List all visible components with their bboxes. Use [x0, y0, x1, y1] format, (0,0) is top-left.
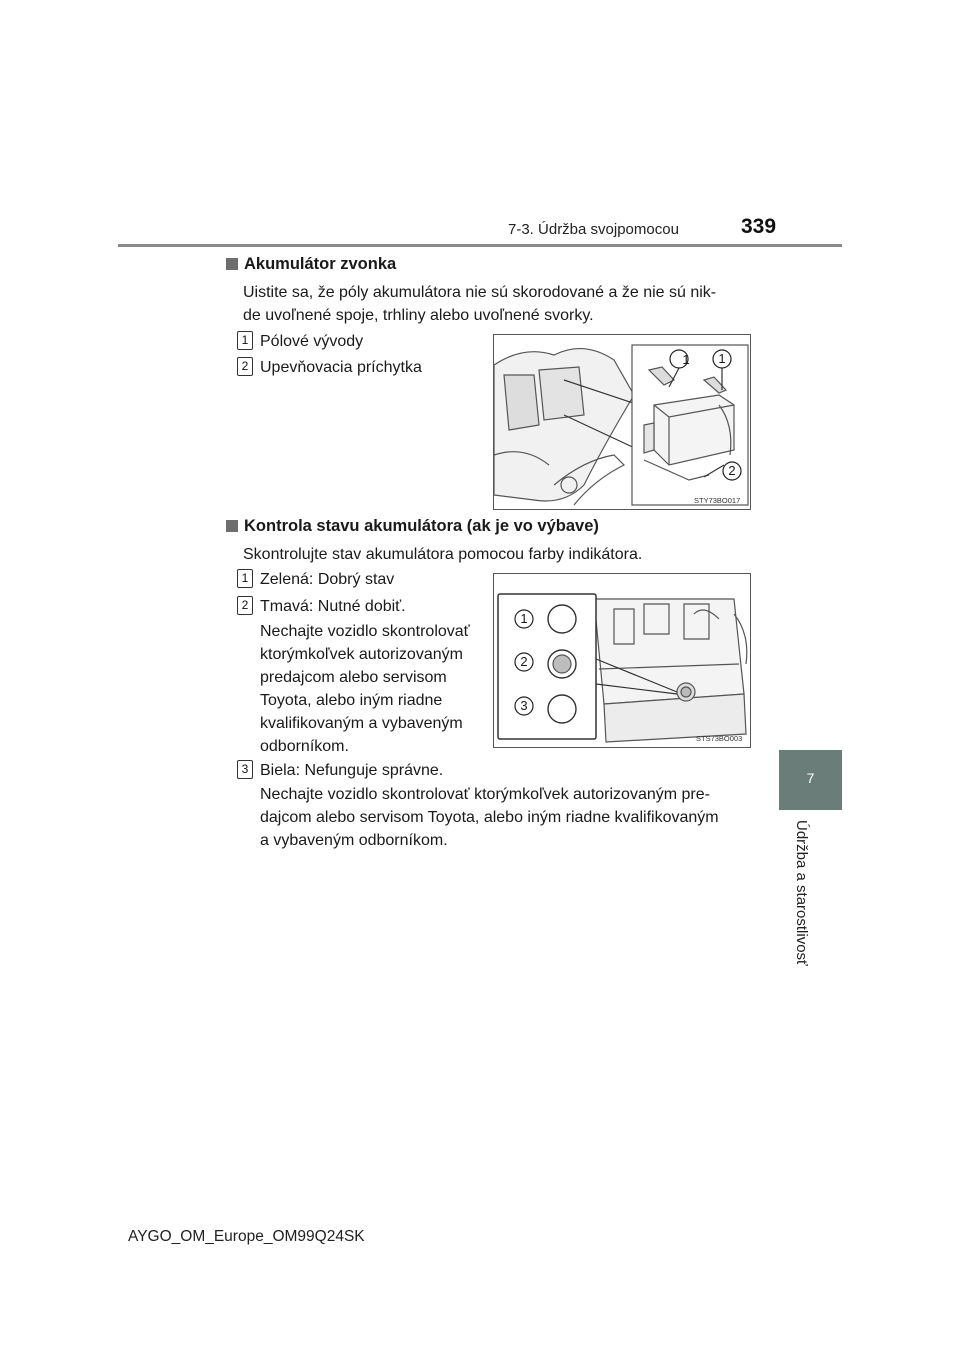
- figure-code: STS73BO003: [696, 734, 743, 743]
- figure-callout: 1: [718, 351, 726, 366]
- battery-terminals-figure: [493, 334, 751, 510]
- item-number: 1: [237, 331, 253, 350]
- header-divider: [118, 244, 842, 247]
- battery-indicator-figure: [493, 573, 751, 748]
- section-heading-battery-condition: Kontrola stavu akumulátora (ak je vo výbave): [226, 517, 599, 536]
- item-text: Tmavá: Nutné dobiť.: [260, 598, 406, 615]
- item2-note: Nechajte vozidlo skontrolovať ktorýmkoľvek autorizovaným predajcom alebo servisom Toyota, alebo iným riadne kvalifikovaným a vybaveným odborníkom.: [260, 623, 470, 755]
- item-number: 2: [237, 596, 253, 615]
- square-bullet-icon: [226, 520, 238, 532]
- page-number: 339: [741, 215, 777, 238]
- document-id: AYGO_OM_Europe_OM99Q24SK: [128, 1228, 365, 1245]
- figure-callout: 2: [520, 654, 528, 669]
- battery-terminals-illustration: [494, 335, 750, 509]
- section2-body: Skontrolujte stav akumulátora pomocou farby indikátora.: [243, 546, 643, 563]
- chapter-label: Údržba a starostlivosť: [793, 820, 810, 966]
- item-text: Zelená: Dobrý stav: [260, 571, 395, 588]
- item-number: 2: [237, 357, 253, 376]
- figure-callout: 2: [728, 463, 736, 478]
- item-text: Upevňovacia príchytka: [260, 359, 422, 376]
- section1-body: Uistite sa, že póly akumulátora nie sú skorodované a že nie sú nik- de uvoľnené spoje, trhliny alebo uvoľnené svorky.: [243, 284, 717, 324]
- figure-callout: 1: [682, 352, 690, 367]
- item-number: 3: [237, 760, 253, 779]
- item-text: Pólové vývody: [260, 333, 364, 350]
- item3-note: Nechajte vozidlo skontrolovať ktorýmkoľvek autorizovaným pre- dajcom alebo servisom Toyota, alebo iným riadne kvalifikovaným a vybaveným odborníkom.: [260, 786, 719, 849]
- item-number: 1: [237, 569, 253, 588]
- section-title: 7-3. Údržba svojpomocou: [508, 221, 679, 238]
- chapter-number: 7: [806, 770, 815, 786]
- figure-callout: 3: [520, 698, 528, 713]
- figure-callout: 1: [520, 611, 528, 626]
- square-bullet-icon: [226, 258, 238, 270]
- item-text: Biela: Nefunguje správne.: [260, 762, 444, 779]
- figure-code: STY73BO017: [694, 496, 741, 505]
- section-heading-battery-exterior: Akumulátor zvonka: [226, 255, 396, 274]
- battery-indicator-illustration: [494, 574, 750, 747]
